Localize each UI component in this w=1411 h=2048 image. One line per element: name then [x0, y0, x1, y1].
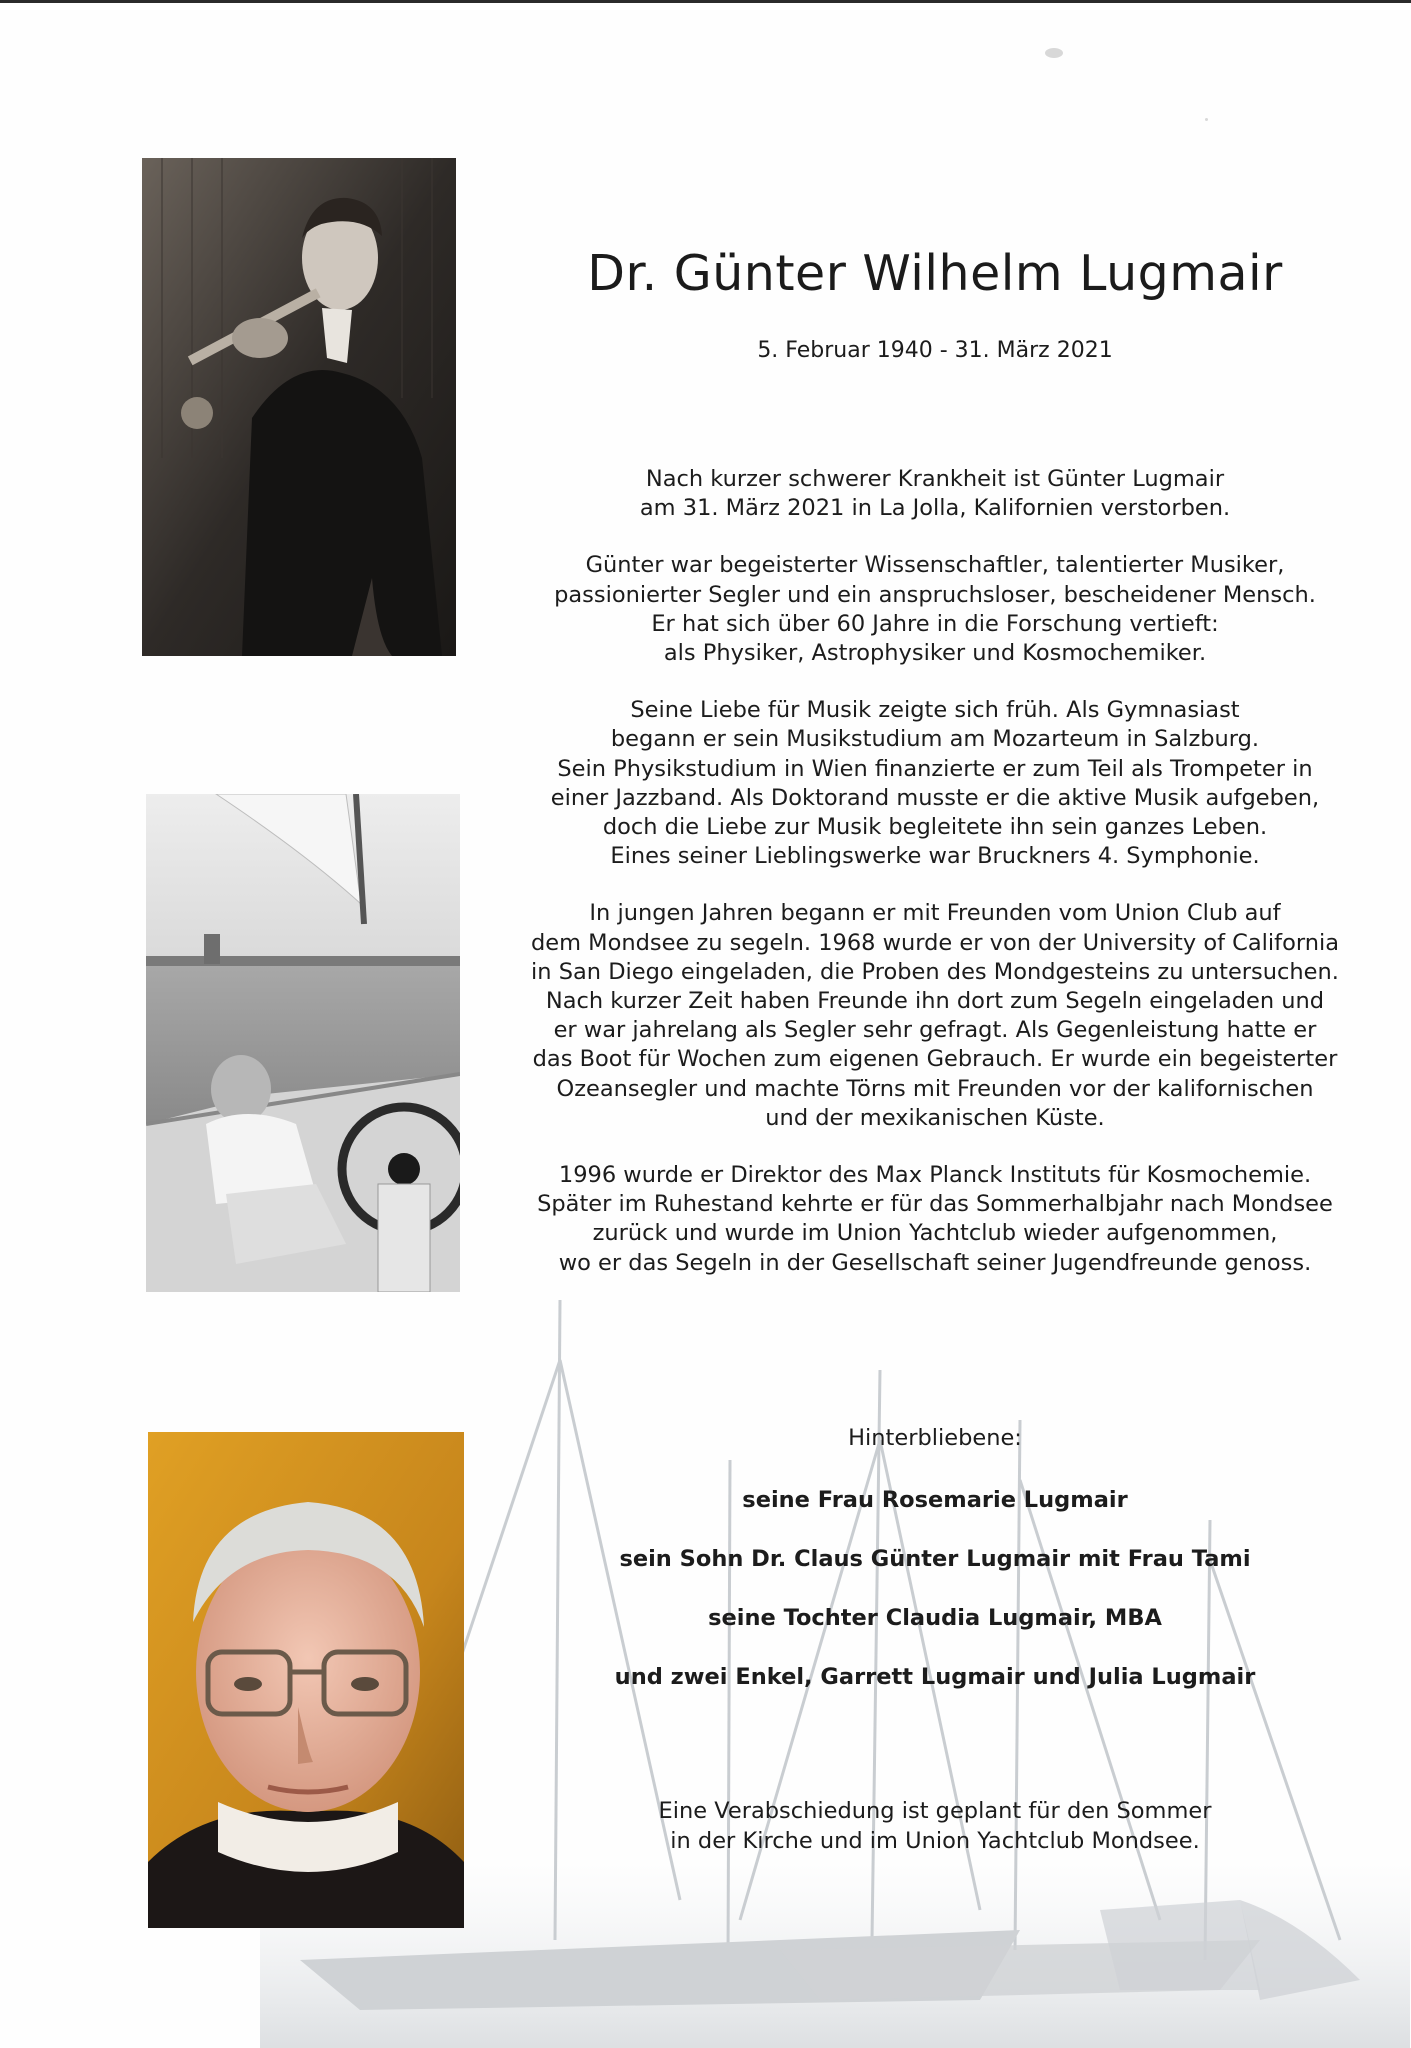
portrait-image — [148, 1432, 464, 1928]
text-line: Günter war begeisterter Wissenschaftler, talentierter Musiker, — [585, 552, 1285, 579]
text-line: als Physiker, Astrophysiker und Kosmochemiker. — [663, 640, 1207, 667]
text-line: Er hat sich über 60 Jahre in die Forschung vertieft: — [651, 610, 1219, 637]
survivor-item: und zwei Enkel, Garrett Lugmair und Julia Lugmair — [614, 1664, 1256, 1690]
text-line: Nach kurzer Zeit haben Freunde ihn dort zum Segeln eingeladen und — [545, 988, 1325, 1015]
text-line: begann er sein Musikstudium am Mozarteum in Salzburg. — [610, 726, 1260, 753]
text-line: einer Jazzband. Als Doktorand musste er die aktive Musik aufgeben, — [550, 784, 1320, 811]
paragraph-career — [520, 1161, 1350, 1278]
trumpet-player-image — [142, 158, 456, 656]
text-line: doch die Liebe zur Musik begleitete ihn sein ganzes Leben. — [602, 814, 1268, 841]
text-line: das Boot für Wochen zum eigenen Gebrauch. Er wurde ein begeisterter — [532, 1046, 1338, 1073]
obituary-body — [520, 465, 1350, 1306]
text-line: Eines seiner Lieblingswerke war Bruckners 4. Symphonie. — [610, 843, 1260, 870]
text-line: Sein Physikstudium in Wien finanzierte er zum Teil als Trompeter in — [557, 755, 1313, 782]
text-line: Später im Ruhestand kehrte er für das Sommerhalbjahr nach Mondsee — [537, 1191, 1333, 1218]
farewell-line: Eine Verabschiedung ist geplant für den Sommer — [658, 1798, 1212, 1824]
scan-speck — [1205, 118, 1208, 121]
text-line: er war jahrelang als Segler sehr gefragt. Als Gegenleistung hatte er — [553, 1017, 1317, 1044]
text-line: In jungen Jahren begann er mit Freunden vom Union Club auf — [589, 900, 1281, 927]
text-line: passionierter Segler und ein anspruchsloser, bescheidener Mensch. — [554, 581, 1316, 608]
scan-top-edge — [0, 0, 1411, 3]
survivor-item: seine Tochter Claudia Lugmair, MBA — [708, 1605, 1162, 1631]
text-line: Nach kurzer schwerer Krankheit ist Günter Lugmair — [645, 466, 1225, 492]
sailing-image — [146, 794, 460, 1292]
text-line: zurück und wurde im Union Yachtclub wieder aufgenommen, — [592, 1220, 1278, 1247]
scan-speck — [1045, 48, 1063, 58]
text-line: und der mexikanischen Küste. — [765, 1104, 1105, 1131]
farewell-notice — [520, 1796, 1350, 1856]
paragraph-illness — [520, 465, 1350, 523]
text-line: wo er das Segeln in der Gesellschaft seiner Jugendfreunde genoss. — [558, 1249, 1312, 1276]
text-line: in San Diego eingeladen, die Proben des Mondgesteins zu untersuchen. — [531, 958, 1339, 985]
photo-trumpet-player — [142, 158, 456, 656]
survivor-item: seine Frau Rosemarie Lugmair — [742, 1487, 1128, 1513]
survivors-heading: Hinterbliebene: — [848, 1425, 1022, 1451]
photo-man-sailing — [146, 794, 460, 1292]
paragraph-sailing — [520, 899, 1350, 1133]
farewell-line: in der Kirche und im Union Yachtclub Mondsee. — [670, 1828, 1200, 1854]
text-line: Ozeansegler und machte Törns mit Freunden vor der kalifornischen — [556, 1075, 1314, 1102]
photo-portrait — [148, 1432, 464, 1928]
text-line: am 31. März 2021 in La Jolla, Kalifornien verstorben. — [639, 495, 1231, 522]
paragraph-music — [520, 696, 1350, 871]
survivor-item: sein Sohn Dr. Claus Günter Lugmair mit Frau Tami — [619, 1546, 1251, 1572]
survivors-list — [520, 1485, 1350, 1721]
text-line: Seine Liebe für Musik zeigte sich früh. Als Gymnasiast — [630, 697, 1240, 724]
text-line: 1996 wurde er Direktor des Max Planck Instituts für Kosmochemie. — [558, 1162, 1312, 1189]
text-line: dem Mondsee zu segeln. 1968 wurde er von der University of California — [530, 929, 1339, 956]
life-dates: 5. Februar 1940 - 31. März 2021 — [757, 338, 1113, 363]
obituary-name: Dr. Günter Wilhelm Lugmair — [587, 245, 1283, 302]
paragraph-character — [520, 551, 1350, 668]
